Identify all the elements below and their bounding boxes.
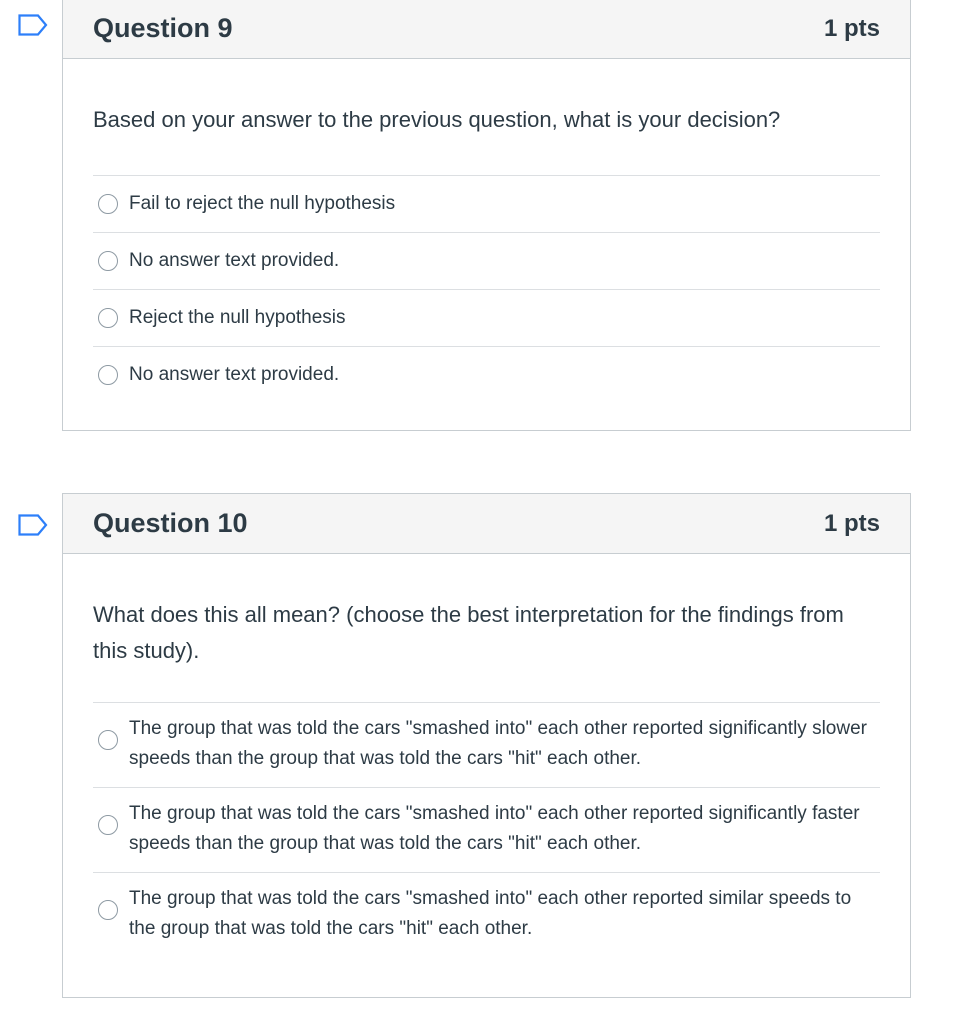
flag-question-9-icon[interactable] [18,14,48,36]
question-body [63,59,910,403]
answer-label: Fail to reject the null hypothesis [129,193,396,214]
question-header [63,494,910,554]
answer-list [93,702,880,957]
question-title: Question 10 [93,508,248,538]
answer-label: No answer text provided. [129,364,340,385]
question-text: Based on your answer to the previous question, what is your decision? [93,107,781,132]
radio-button[interactable] [98,815,118,835]
answer-label: No answer text provided. [129,250,340,271]
answer-option[interactable] [93,347,880,403]
radio-button[interactable] [98,900,118,920]
answer-option[interactable] [93,176,880,233]
question-header [63,0,910,59]
radio-button[interactable] [98,194,118,214]
answer-option[interactable] [93,290,880,347]
radio-button[interactable] [98,365,118,385]
question-title: Question 9 [93,13,233,43]
answer-option[interactable] [93,703,880,788]
answer-list [93,175,880,403]
answer-label: Reject the null hypothesis [129,307,346,328]
answer-option[interactable] [93,873,880,957]
question-text: What does this all mean? (choose the best interpretation for the findings from this study). [93,602,844,663]
question-points: 1 pts [823,14,880,42]
question-10 [62,493,911,998]
answer-option[interactable] [93,788,880,873]
answer-label: The group that was told the cars "smashed into" each other reported similar speeds to the group that was told the cars "hit" each other. [129,888,852,939]
answer-label: The group that was told the cars "smashed into" each other reported significantly faster speeds than the group that was told the cars "hit" each other. [129,803,860,854]
radio-button[interactable] [98,251,118,271]
radio-button[interactable] [98,308,118,328]
question-body [63,554,910,957]
flag-question-10-icon[interactable] [18,514,48,536]
answer-label: The group that was told the cars "smashed into" each other reported significantly slower speeds than the group that was told the cars "hit" each other. [129,718,867,769]
question-points: 1 pts [823,509,880,537]
question-9 [62,0,911,431]
radio-button[interactable] [98,730,118,750]
answer-option[interactable] [93,233,880,290]
